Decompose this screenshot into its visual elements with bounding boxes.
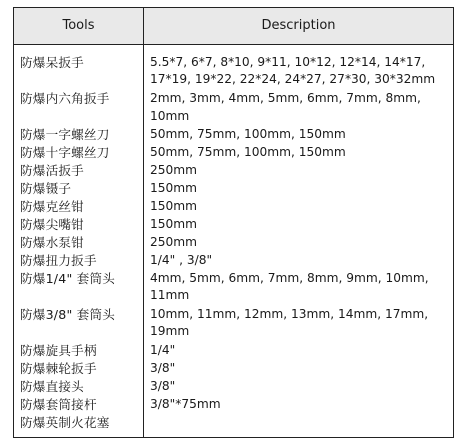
- tool-name-cell: 防爆内六角扳手: [14, 90, 144, 126]
- tool-name-cell: 防爆套筒接杆: [14, 396, 144, 414]
- tools-table: [13, 7, 454, 438]
- table-row: [14, 252, 454, 270]
- table-row: [14, 45, 454, 91]
- description-cell: 50mm, 75mm, 100mm, 150mm: [144, 144, 454, 162]
- description-cell: 150mm: [144, 216, 454, 234]
- description-cell: [144, 414, 454, 438]
- description-cell: 150mm: [144, 198, 454, 216]
- table-row: [14, 414, 454, 438]
- table-row: [14, 360, 454, 378]
- table-row: [14, 396, 454, 414]
- description-cell: 50mm, 75mm, 100mm, 150mm: [144, 126, 454, 144]
- tool-name-cell: 防爆水泵钳: [14, 234, 144, 252]
- header-row: [14, 8, 454, 45]
- description-cell: 250mm: [144, 234, 454, 252]
- description-cell: 3/8": [144, 360, 454, 378]
- table-row: [14, 234, 454, 252]
- tool-name-cell: 防爆呆扳手: [14, 45, 144, 91]
- description-cell: 3/8"*75mm: [144, 396, 454, 414]
- description-cell: 5.5*7, 6*7, 8*10, 9*11, 10*12, 12*14, 14*17, 17*19, 19*22, 22*24, 24*27, 27*30, 30*32mm: [144, 45, 454, 91]
- description-cell: 250mm: [144, 162, 454, 180]
- description-cell: 1/4" , 3/8": [144, 252, 454, 270]
- tool-name-cell: 防爆直接头: [14, 378, 144, 396]
- table-row: [14, 306, 454, 342]
- table-header: [14, 8, 454, 45]
- table-row: [14, 198, 454, 216]
- header-description: Description: [144, 8, 454, 45]
- description-cell: 2mm, 3mm, 4mm, 5mm, 6mm, 7mm, 8mm, 10mm: [144, 90, 454, 126]
- table-row: [14, 378, 454, 396]
- tool-name-cell: 防爆旋具手柄: [14, 342, 144, 360]
- tool-name-cell: 防爆1/4" 套筒头: [14, 270, 144, 306]
- tool-name-cell: 防爆3/8" 套筒头: [14, 306, 144, 342]
- tool-name-cell: 防爆棘轮扳手: [14, 360, 144, 378]
- tool-name-cell: 防爆扭力扳手: [14, 252, 144, 270]
- description-cell: 10mm, 11mm, 12mm, 13mm, 14mm, 17mm, 19mm: [144, 306, 454, 342]
- description-cell: 150mm: [144, 180, 454, 198]
- tool-name-cell: 防爆十字螺丝刀: [14, 144, 144, 162]
- tool-name-cell: 防爆活扳手: [14, 162, 144, 180]
- tool-name-cell: 防爆尖嘴钳: [14, 216, 144, 234]
- table-row: [14, 162, 454, 180]
- table-body: [14, 45, 454, 438]
- table-row: [14, 216, 454, 234]
- tool-name-cell: 防爆一字螺丝刀: [14, 126, 144, 144]
- description-cell: 1/4": [144, 342, 454, 360]
- table-row: [14, 342, 454, 360]
- description-cell: 4mm, 5mm, 6mm, 7mm, 8mm, 9mm, 10mm, 11mm: [144, 270, 454, 306]
- table-row: [14, 90, 454, 126]
- table-row: [14, 144, 454, 162]
- table-row: [14, 126, 454, 144]
- description-cell: 3/8": [144, 378, 454, 396]
- table-row: [14, 180, 454, 198]
- tool-name-cell: 防爆英制火花塞: [14, 414, 144, 438]
- table-row: [14, 270, 454, 306]
- tool-name-cell: 防爆镊子: [14, 180, 144, 198]
- tool-name-cell: 防爆克丝钳: [14, 198, 144, 216]
- header-tools: Tools: [14, 8, 144, 45]
